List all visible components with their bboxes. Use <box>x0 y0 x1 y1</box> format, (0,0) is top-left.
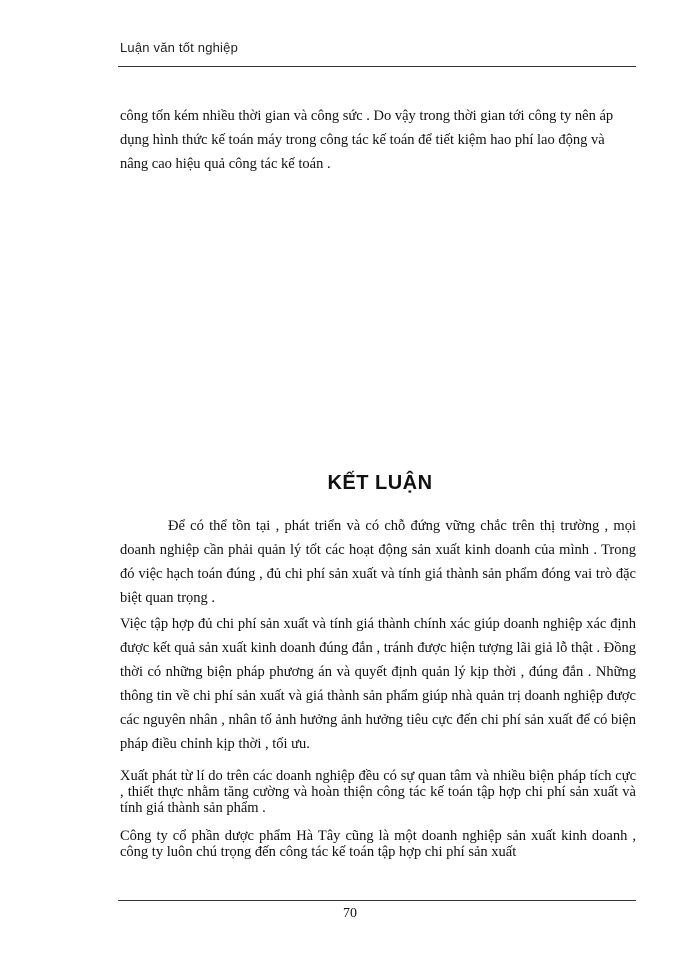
page-number: 70 <box>343 906 357 921</box>
header-divider <box>118 66 636 67</box>
conclusion-title: KẾT LUẬN <box>327 472 433 494</box>
conclusion-paragraph-2: Việc tập hợp đủ chi phí sản xuất và tính giá thành chính xác giúp doanh nghiệp xác định được kết quả sản xuất kinh doanh đúng đắn , tránh được hiện tượng lãi giả lỗ thật . Đồng thời có những biện pháp phương án và quyết định quản lý kịp thời , đúng đắn . Những thông tin về chi phí sản xuất và giá thành sản phẩm giúp nhà quản trị doanh nghiệp được các nguyên nhân , nhân tố ảnh hưởng ảnh hưởng tiêu cực đến chi phí sản xuất để có biện pháp điều chỉnh kịp thời , tối ưu. <box>120 616 636 752</box>
top-paragraph: công tốn kém nhiều thời gian và công sức . Do vậy trong thời gian tới công ty nên áp dụng hình thức kế toán máy trong công tác kế toán để tiết kiệm hao phí lao động và nâng cao hiệu quả công tác kế toán . <box>120 108 614 172</box>
running-header: Luận văn tốt nghiệp <box>120 40 239 55</box>
conclusion-paragraph-4: Công ty cổ phần dược phẩm Hà Tây cũng là một doanh nghiệp sản xuất kinh doanh , công ty luôn chú trọng đến công tác kế toán tập hợp chi phí sản xuất <box>120 828 636 860</box>
footer-divider <box>118 900 636 901</box>
conclusion-paragraph-3: Xuất phát từ lí do trên các doanh nghiệp đều có sự quan tâm và nhiều biện pháp tích cực , thiết thực nhằm tăng cường và hoàn thiện công tác kế toán tập hợp chi phí sản xuất và tính giá thành sản phẩm . <box>120 768 636 816</box>
conclusion-body <box>120 514 636 860</box>
conclusion-paragraph-1: Để có thể tồn tại , phát triển và có chỗ đứng vững chắc trên thị trường , mọi doanh nghiệp cần phải quản lý tốt các hoạt động sản xuất kinh doanh của mình . Trong đó việc hạch toán đúng , đủ chi phí sản xuất và tính giá thành sản phẩm đóng vai trò đặc biệt quan trọng . <box>120 518 636 606</box>
